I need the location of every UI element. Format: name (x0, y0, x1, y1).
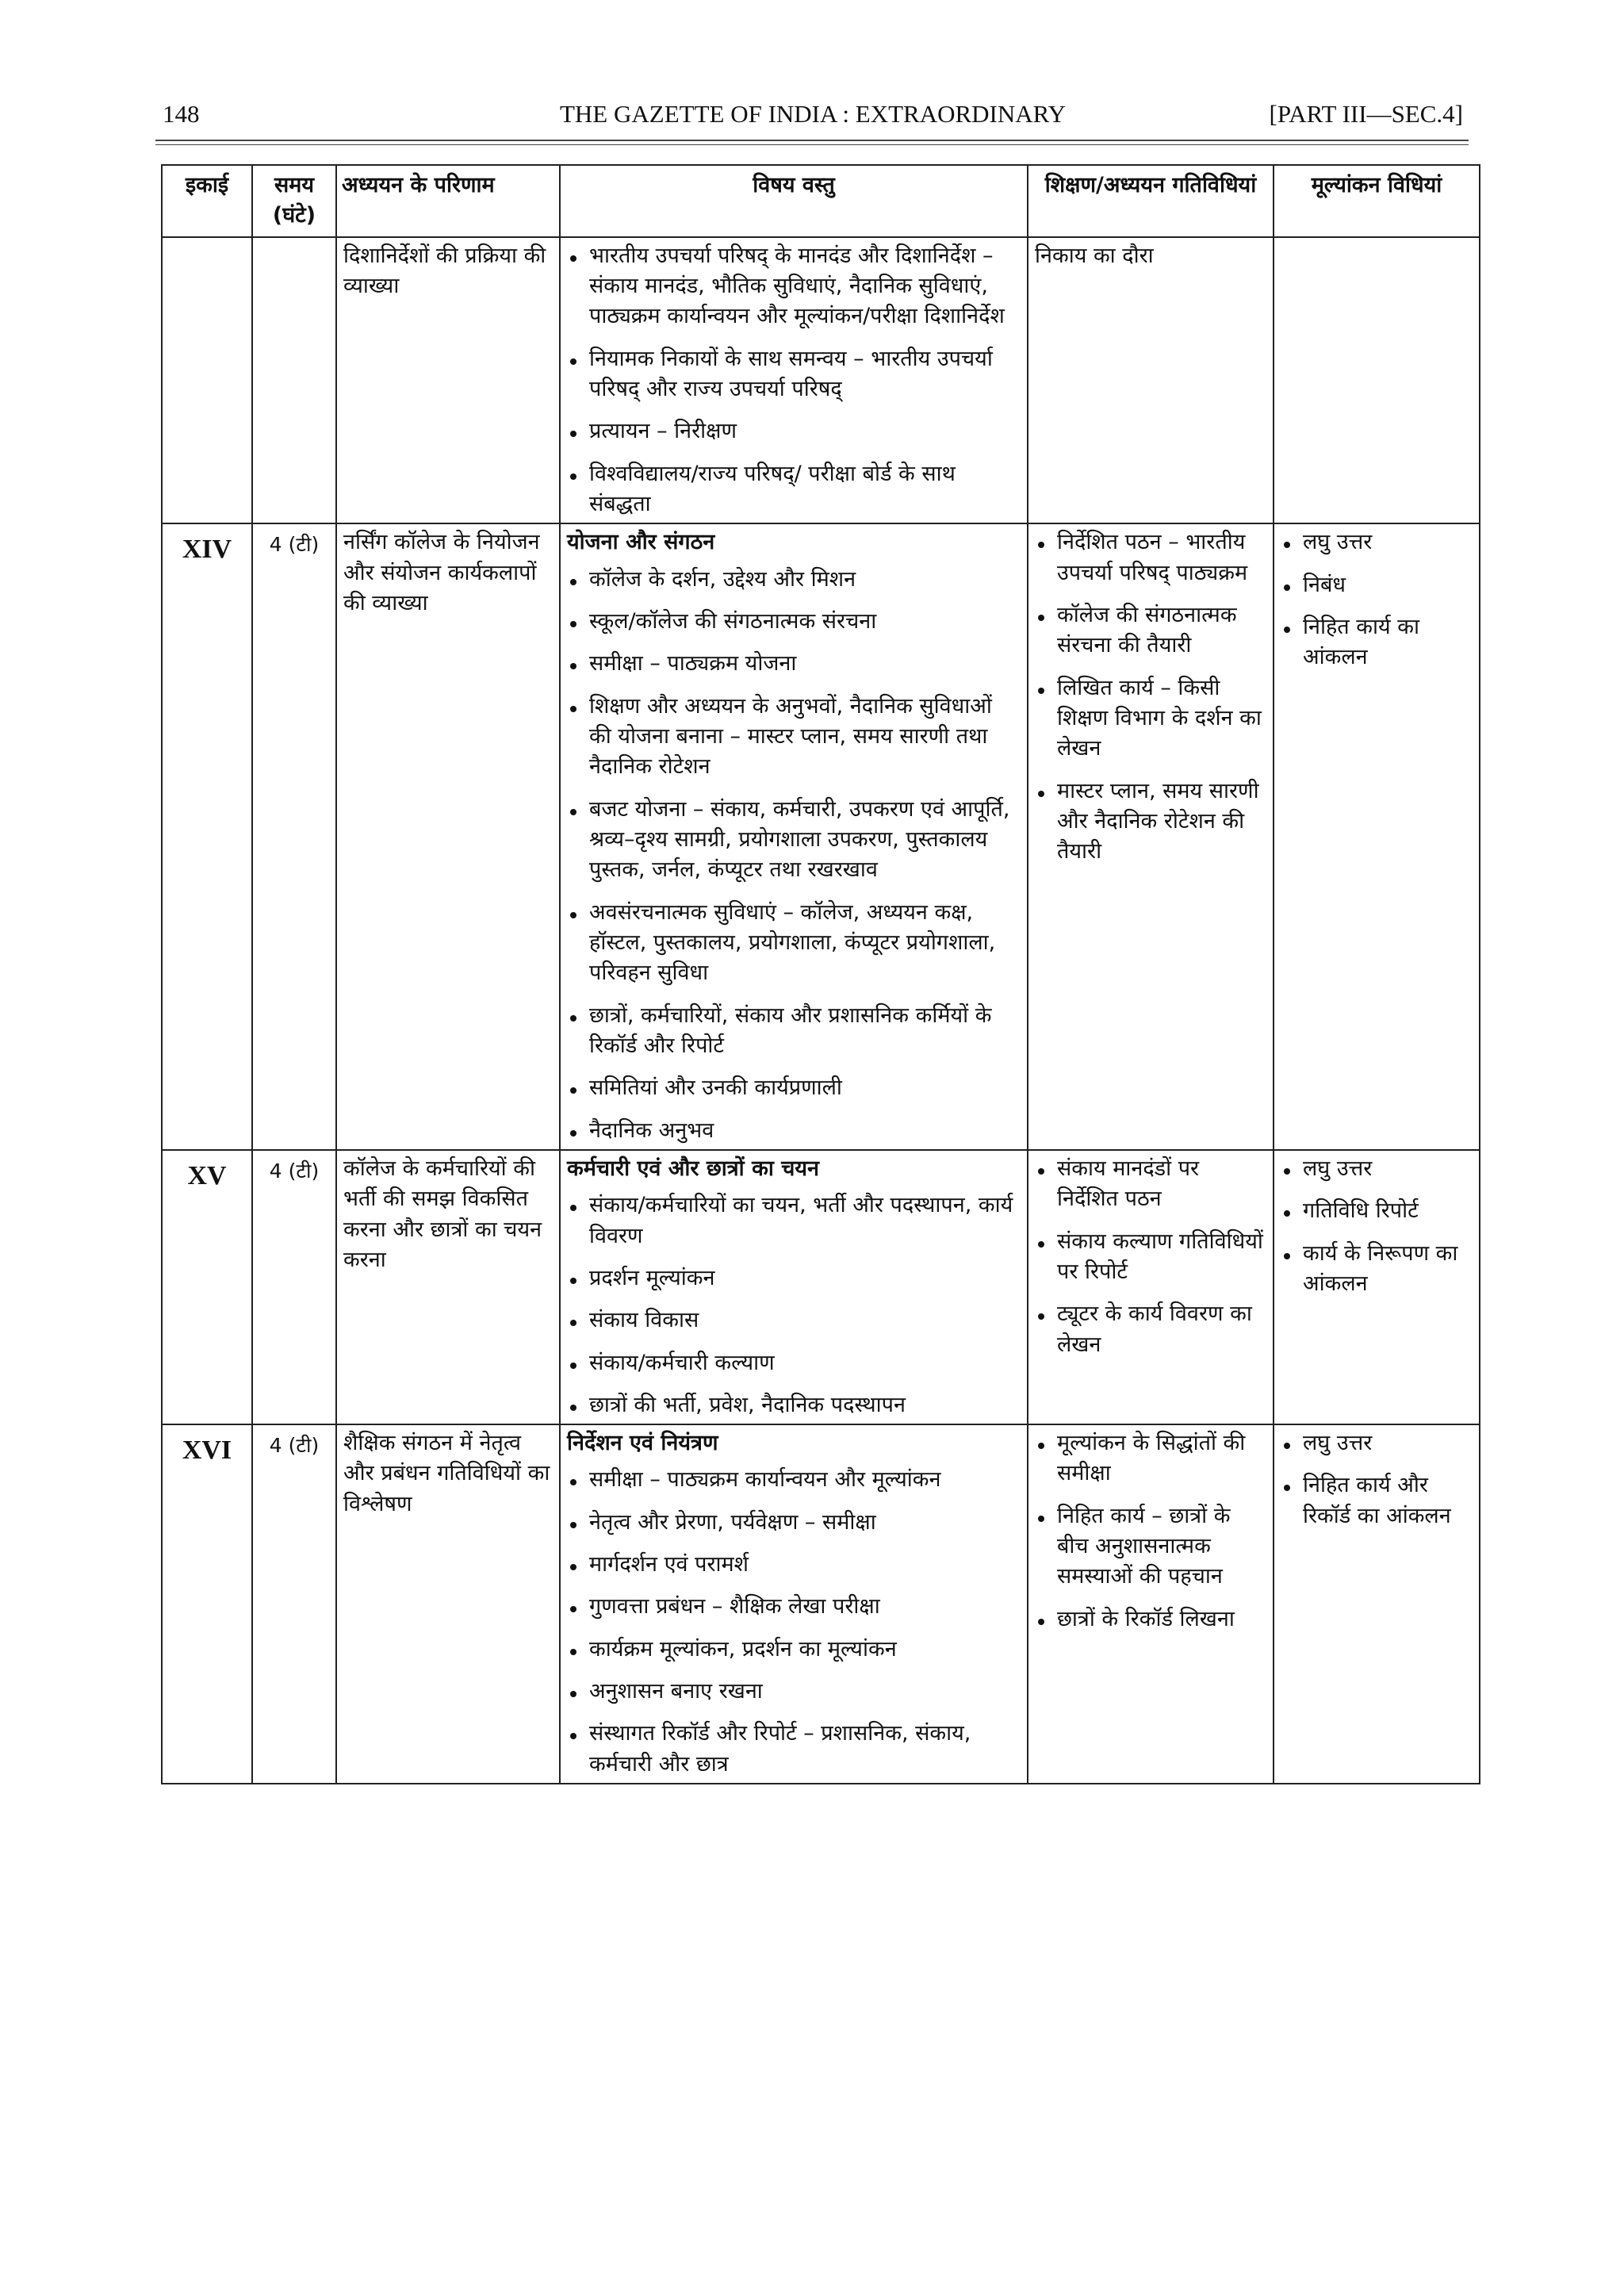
content-cell (560, 237, 1028, 524)
activities-cell (1028, 1424, 1274, 1784)
hours-cell: 4 (टी) (252, 1150, 336, 1424)
column-header-activities: शिक्षण/अध्ययन गतिविधियां (1028, 165, 1274, 237)
content-item: समीक्षा – पाठ्यक्रम योजना (567, 649, 1021, 679)
activity-item: संकाय कल्याण गतिविधियों पर रिपोर्ट (1035, 1227, 1266, 1288)
unit-cell: XIV (162, 523, 252, 1150)
hours-cell (252, 237, 336, 524)
content-item: नैदानिक अनुभव (567, 1116, 1021, 1146)
outcome-cell: कॉलेज के कर्मचारियों की भर्ती की समझ विकसित करना और छात्रों का चयन करना (336, 1150, 560, 1424)
content-list (567, 241, 1021, 520)
content-heading: निर्देशन एवं नियंत्रण (567, 1431, 718, 1456)
evaluation-item: निहित कार्य का आंकलन (1281, 612, 1473, 673)
content-item: अनुशासन बनाए रखना (567, 1677, 1021, 1707)
table-row (162, 1150, 1480, 1424)
content-item: कार्यक्रम मूल्यांकन, प्रदर्शन का मूल्यांकन (567, 1635, 1021, 1665)
activities-list (1035, 1428, 1266, 1635)
content-item: छात्रों, कर्मचारियों, संकाय और प्रशासनिक कर्मियों के रिकॉर्ड और रिपोर्ट (567, 1001, 1021, 1062)
content-item: विश्वविद्यालय/राज्य परिषद्/ परीक्षा बोर्ड के साथ संबद्धता (567, 459, 1021, 520)
evaluation-item: निबंध (1281, 570, 1473, 600)
evaluation-list (1281, 527, 1473, 673)
evaluation-cell (1274, 1150, 1480, 1424)
content-item: संकाय विकास (567, 1305, 1021, 1336)
table-row (162, 1424, 1480, 1784)
table-body (162, 237, 1480, 1784)
evaluation-item: लघु उत्तर (1281, 1154, 1473, 1184)
content-cell (560, 1150, 1028, 1424)
evaluation-item: लघु उत्तर (1281, 1428, 1473, 1458)
activity-item: संकाय मानदंडों पर निर्देशित पठन (1035, 1154, 1266, 1215)
activities-cell (1028, 1150, 1274, 1424)
content-list (567, 1465, 1021, 1780)
header-rule (155, 140, 1469, 141)
content-item: बजट योजना – संकाय, कर्मचारी, उपकरण एवं आपूर्ति, श्रव्य–दृश्य सामग्री, प्रयोगशाला उपकरण, पुस्तकालय पुस्तक, जर्नल, कंप्यूटर तथा रखरखाव (567, 795, 1021, 886)
evaluation-cell (1274, 1424, 1480, 1784)
hours-cell: 4 (टी) (252, 1424, 336, 1784)
part-section: [PART III—SEC.4] (1269, 100, 1463, 128)
evaluation-list (1281, 1428, 1473, 1531)
page-header (163, 95, 1463, 135)
activities-cell (1028, 523, 1274, 1150)
activity-item: ट्यूटर के कार्य विवरण का लेखन (1035, 1299, 1266, 1360)
page-number: 148 (163, 100, 200, 128)
content-item: संकाय/कर्मचारियों का चयन, भर्ती और पदस्थापन, कार्य विवरण (567, 1190, 1021, 1251)
evaluation-item: गतिविधि रिपोर्ट (1281, 1196, 1473, 1226)
evaluation-list (1281, 1154, 1473, 1299)
content-item: प्रदर्शन मूल्यांकन (567, 1263, 1021, 1294)
unit-cell: XVI (162, 1424, 252, 1784)
content-item: संस्थागत रिकॉर्ड और रिपोर्ट – प्रशासनिक, संकाय, कर्मचारी और छात्र (567, 1719, 1021, 1780)
column-header-outcome: अध्ययन के परिणाम (336, 165, 560, 237)
evaluation-item: कार्य के निरूपण का आंकलन (1281, 1239, 1473, 1300)
activities-list (1035, 1154, 1266, 1360)
content-cell (560, 1424, 1028, 1784)
content-item: समीक्षा – पाठ्यक्रम कार्यान्वयन और मूल्यांकन (567, 1465, 1021, 1495)
table-row (162, 523, 1480, 1150)
content-item: गुणवत्ता प्रबंधन – शैक्षिक लेखा परीक्षा (567, 1592, 1021, 1622)
table-row (162, 237, 1480, 524)
content-item: कॉलेज के दर्शन, उद्देश्य और मिशन (567, 565, 1021, 595)
header-rule-thin (155, 144, 1469, 145)
content-item: प्रत्यायन – निरीक्षण (567, 416, 1021, 447)
activity-item: निहित कार्य – छात्रों के बीच अनुशासनात्मक समस्याओं की पहचान (1035, 1501, 1266, 1593)
column-header-evaluation: मूल्यांकन विधियां (1274, 165, 1480, 237)
content-item: छात्रों की भर्ती, प्रवेश, नैदानिक पदस्थापन (567, 1390, 1021, 1420)
activity-item: कॉलेज की संगठनात्मक संरचना की तैयारी (1035, 600, 1266, 661)
content-heading: कर्मचारी एवं और छात्रों का चयन (567, 1156, 819, 1181)
column-header-content: विषय वस्तु (560, 165, 1028, 237)
column-header-time: समय (घंटे) (252, 165, 336, 237)
content-item: अवसंरचनात्मक सुविधाएं – कॉलेज, अध्ययन कक्ष, हॉस्टल, पुस्तकालय, प्रयोगशाला, कंप्यूटर प्रयोगशाला, परिवहन सुविधा (567, 898, 1021, 989)
content-item: स्कूल/कॉलेज की संगठनात्मक संरचना (567, 607, 1021, 637)
content-item: मार्गदर्शन एवं परामर्श (567, 1550, 1021, 1580)
activity-item: छात्रों के रिकॉर्ड लिखना (1035, 1604, 1266, 1635)
gazette-title: THE GAZETTE OF INDIA : EXTRAORDINARY (559, 100, 1067, 128)
activity-item: लिखित कार्य – किसी शिक्षण विभाग के दर्शन का लेखन (1035, 673, 1266, 765)
content-item: भारतीय उपचर्या परिषद् के मानदंड और दिशानिर्देश – संकाय मानदंड, भौतिक सुविधाएं, नैदानिक सुविधाएं, पाठ्यक्रम कार्यान्वयन और मूल्यांकन/परीक्षा दिशानिर्देश (567, 241, 1021, 332)
activity-item: मूल्यांकन के सिद्धांतों की समीक्षा (1035, 1428, 1266, 1489)
content-cell (560, 523, 1028, 1150)
activities-list (1035, 527, 1266, 867)
evaluation-cell (1274, 237, 1480, 524)
content-item: संकाय/कर्मचारी कल्याण (567, 1348, 1021, 1378)
activity-item: निर्देशित पठन – भारतीय उपचर्या परिषद् पाठ्यक्रम (1035, 527, 1266, 588)
content-item: नेतृत्व और प्रेरणा, पर्यवेक्षण – समीक्षा (567, 1508, 1021, 1538)
unit-cell (162, 237, 252, 524)
content-heading: योजना और संगठन (567, 530, 715, 555)
outcome-cell: नर्सिंग कॉलेज के नियोजन और संयोजन कार्यकलापों की व्याख्या (336, 523, 560, 1150)
unit-cell: XV (162, 1150, 252, 1424)
content-list (567, 1190, 1021, 1420)
activities-cell (1028, 237, 1274, 524)
syllabus-table (161, 164, 1480, 1784)
evaluation-cell (1274, 523, 1480, 1150)
content-list (567, 565, 1021, 1146)
evaluation-item: निहित कार्य और रिकॉर्ड का आंकलन (1281, 1470, 1473, 1531)
column-header-unit: इकाई (162, 165, 252, 237)
evaluation-item: लघु उत्तर (1281, 527, 1473, 558)
content-item: समितियां और उनकी कार्यप्रणाली (567, 1073, 1021, 1103)
outcome-cell: शैक्षिक संगठन में नेतृत्व और प्रबंधन गतिविधियों का विश्लेषण (336, 1424, 560, 1784)
outcome-cell: दिशानिर्देशों की प्रक्रिया की व्याख्या (336, 237, 560, 524)
activity-text: निकाय का दौरा (1035, 243, 1154, 268)
hours-cell: 4 (टी) (252, 523, 336, 1150)
table-header-row (162, 165, 1480, 237)
content-item: नियामक निकायों के साथ समन्वय – भारतीय उपचर्या परिषद् और राज्य उपचर्या परिषद् (567, 344, 1021, 405)
content-item: शिक्षण और अध्ययन के अनुभवों, नैदानिक सुविधाओं की योजना बनाना – मास्टर प्लान, समय सारणी तथा नैदानिक रोटेशन (567, 692, 1021, 783)
activity-item: मास्टर प्लान, समय सारणी और नैदानिक रोटेशन की तैयारी (1035, 776, 1266, 868)
